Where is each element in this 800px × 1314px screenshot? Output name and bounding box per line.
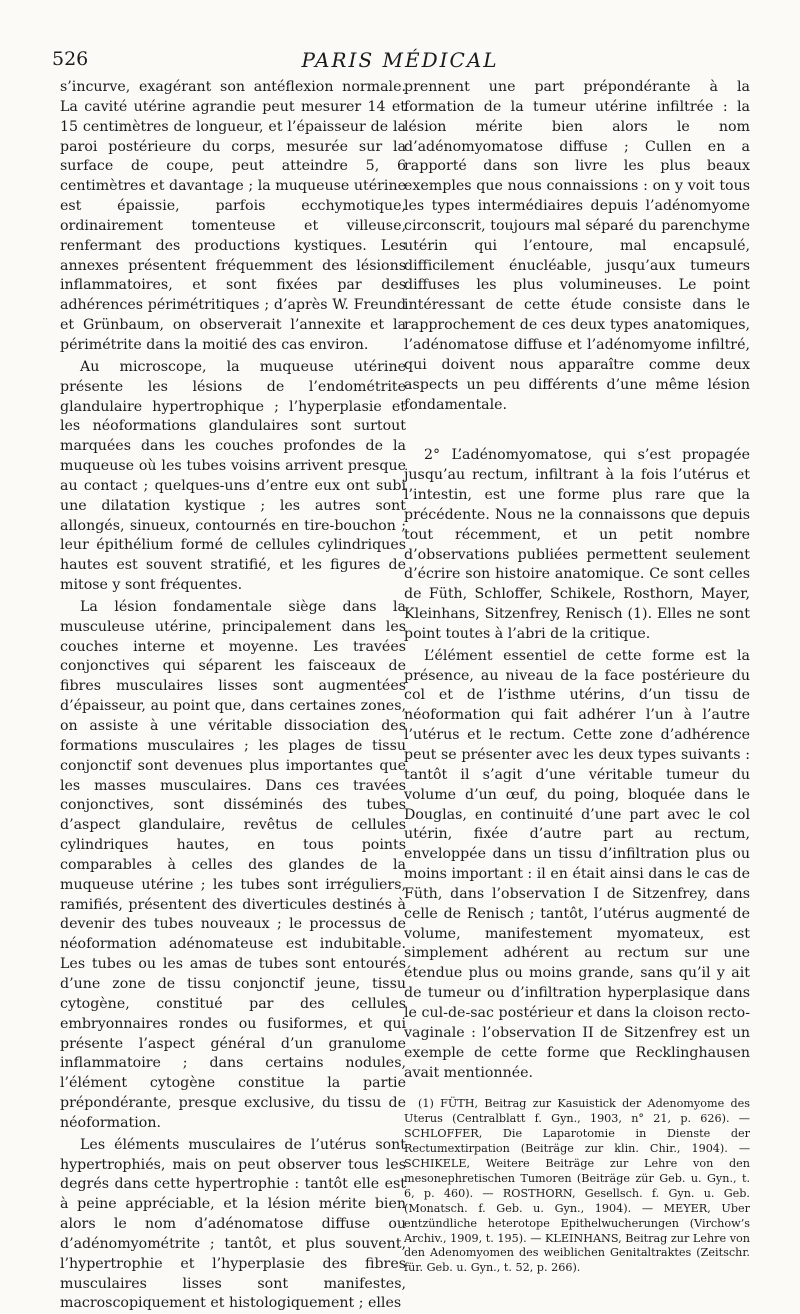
paragraph: La lésion fondamentale siège dans la musculeuse utérine, principalement dans les couches interne et moyenne. Les travées conjonctives qui séparent les faisceaux de fibres musculaires lisses sont augmentées d’épaisseur, au point que, dans certaines zones, on assiste à une véritable dissociation des formations musculaires ; les plages de tissu conjonctif sont devenues plus importantes que les masses musculaires. Dans ces travées conjonctives, sont disséminés des tubes d’aspect glandulaire, revêtus de cellules cylindriques hautes, en tous points comparables à celles des glandes de la muqueuse utérine ; les tubes sont irréguliers, ramifiés, présentent des diverticules destinés à devenir des tubes nouveaux ; le processus de néoformation adénomateuse est indubitable. Les tubes ou les amas de tubes sont entourés d’une zone de tissu conjonctif jeune, tissu cytogène, constitué par des cellules embryonnaires rondes ou fusiformes, et qui présente l’aspect général d’un granulome inflammatoire ; dans certains nodules, l’élément cytogène constitue la partie prépondérante, presque exclusive, du tissu de néoformation. (60, 598, 406, 1131)
paragraph: L’élément essentiel de cette forme est la présence, au niveau de la face postérieure du col et de l’isthme utérins, d’un tissu de néoformation qui fait adhérer l’un à l’autre l’utérus et le rectum. Cette zone d’adhérence peut se présenter avec les deux types suivants : tantôt il s’agit d’une véritable tumeur du volume d’un œuf, du poing, bloquée dans le Douglas, en continuité d’une part avec le col utérin, fixée d’autre part au rectum, enveloppée dans un tissu d’infiltration plus ou moins important : il en était ainsi dans le cas de Füth, dans l’observation I de Sitzenfrey, dans celle de Renisch ; tantôt, l’utérus augmenté de volume, manifestement myomateux, est simplement adhérent au rectum sur une étendue plus ou moins grande, sans qu’il y ait de tumeur ou d’infiltration hyperplasique dans le cul-de-sac postérieur et dans la cloison recto-vaginale : l’observation II de Sitzenfrey est un exemple de cette forme que Recklinghausen avait mentionnée. (404, 647, 750, 1081)
footnote: (1) FÜTH, Beitrag zur Kasuistick der Adenomyome des Uterus (Centralblatt f. Gyn., 1903, n° 21, p. 626). — SCHLOFFER, Die Laparotomie in Dienste der Rectumextirpation (Beiträge zur klin. Chir., 1904). — SCHIKELE, Weitere Beiträge zur Lehre von den mesonephretischen Tumoren (Beiträge zür Geb. u. Gyn., t. 6, p. 460). — ROSTHORN, Gesellsch. f. Gyn. u. Geb. (Monatsch. f. Geb. u. Gyn., 1904). — MEYER, Uber entzündliche heterotope Epithelwucherungen (Virchow’s Archiv., 1909, t. 195). — KLEINHANS, Beitrag zur Lehre von den Adenomyomen des weiblichen Genitaltraktes (Zeitschr. für. Geb. u. Gyn., t. 52, p. 266). (404, 1097, 750, 1275)
left-column (60, 78, 406, 1314)
paragraph: 2° L’adénomyomatose, qui s’est propagée jusqu’au rectum, infiltrant à la fois l’utérus et l’intestin, est une forme plus rare que la précédente. Nous ne la connaissons que depuis tout récemment, et un petit nombre d’observations publiées permettent seulement d’écrire son histoire anatomique. Ce sont celles de Füth, Schloffer, Schikele, Rosthorn, Mayer, Kleinhans, Sitzenfrey, Renisch (1). Elles ne sont point toutes à l’abri de la critique. (404, 447, 750, 642)
running-title: PARIS MÉDICAL (301, 48, 499, 72)
page-number: 526 (52, 48, 89, 70)
page-header (52, 44, 748, 78)
paragraph: prennent une part prépondérante à la formation de la tumeur utérine infiltrée : la lésion mérite bien alors le nom d’adénomyomatose diffuse ; Cullen en a rapporté dans son livre les plus beaux exemples que nous connaissions : on y voit tous les types intermédiaires depuis l’adénomyome circonscrit, toujours mal séparé du parenchyme utérin qui l’entoure, mal encapsulé, difficilement énucléable, jusqu’aux tumeurs diffuses les plus volumineuses. Le point intéressant de cette étude consiste dans le rapprochement de ces deux types anatomiques, l’adénomatose diffuse et l’adénomyome infiltré, qui doivent nous apparaître comme deux aspects un peu différents d’une même lésion fondamentale. (404, 79, 750, 413)
paragraph: Les éléments musculaires de l’utérus sont hypertrophiés, mais on peut observer tous les degrés dans cette hypertrophie : tantôt elle est à peine appréciable, et la lésion mérite bien alors le nom d’adénomatose diffuse ou d’adénomyométrite ; tantôt, et plus souvent, l’hypertrophie et l’hyperplasie des fibres musculaires lisses sont manifestes, macroscopiquement et histologiquement ; elles (60, 1136, 406, 1312)
paragraph: s’incurve, exagérant son antéflexion normale. La cavité utérine agrandie peut mesurer 14 et 15 centimètres de longueur, et l’épaisseur de la paroi postérieure du corps, mesurée sur la surface de coupe, peut atteindre 5, 6 centimètres et davantage ; la muqueuse utérine est épaissie, parfois ecchymotique, ordinairement tomenteuse et villeuse, renfermant des productions kystiques. Les annexes présentent fréquemment des lésions inflammatoires, et sont fixées par des adhérences périmétritiques ; d’après W. Freund et Grünbaum, on observerait l’annexite et la périmétrite dans la moitié des cas environ. (60, 79, 406, 353)
right-column (404, 78, 750, 1276)
paragraph: Au microscope, la muqueuse utérine présente les lésions de l’endométrite glandulaire hypertrophique ; l’hyperplasie et les néoformations glandulaires sont surtout marquées dans les couches profondes de la muqueuse où les tubes voisins arrivent presque au contact ; quelques-uns d’entre eux ont subi une dilatation kystique ; les autres sont allongés, sinueux, contournés en tire-bouchon ; leur épithélium formé de cellules cylindriques hautes est souvent stratifié, et les figures de mitose y sont fréquentes. (60, 358, 406, 594)
